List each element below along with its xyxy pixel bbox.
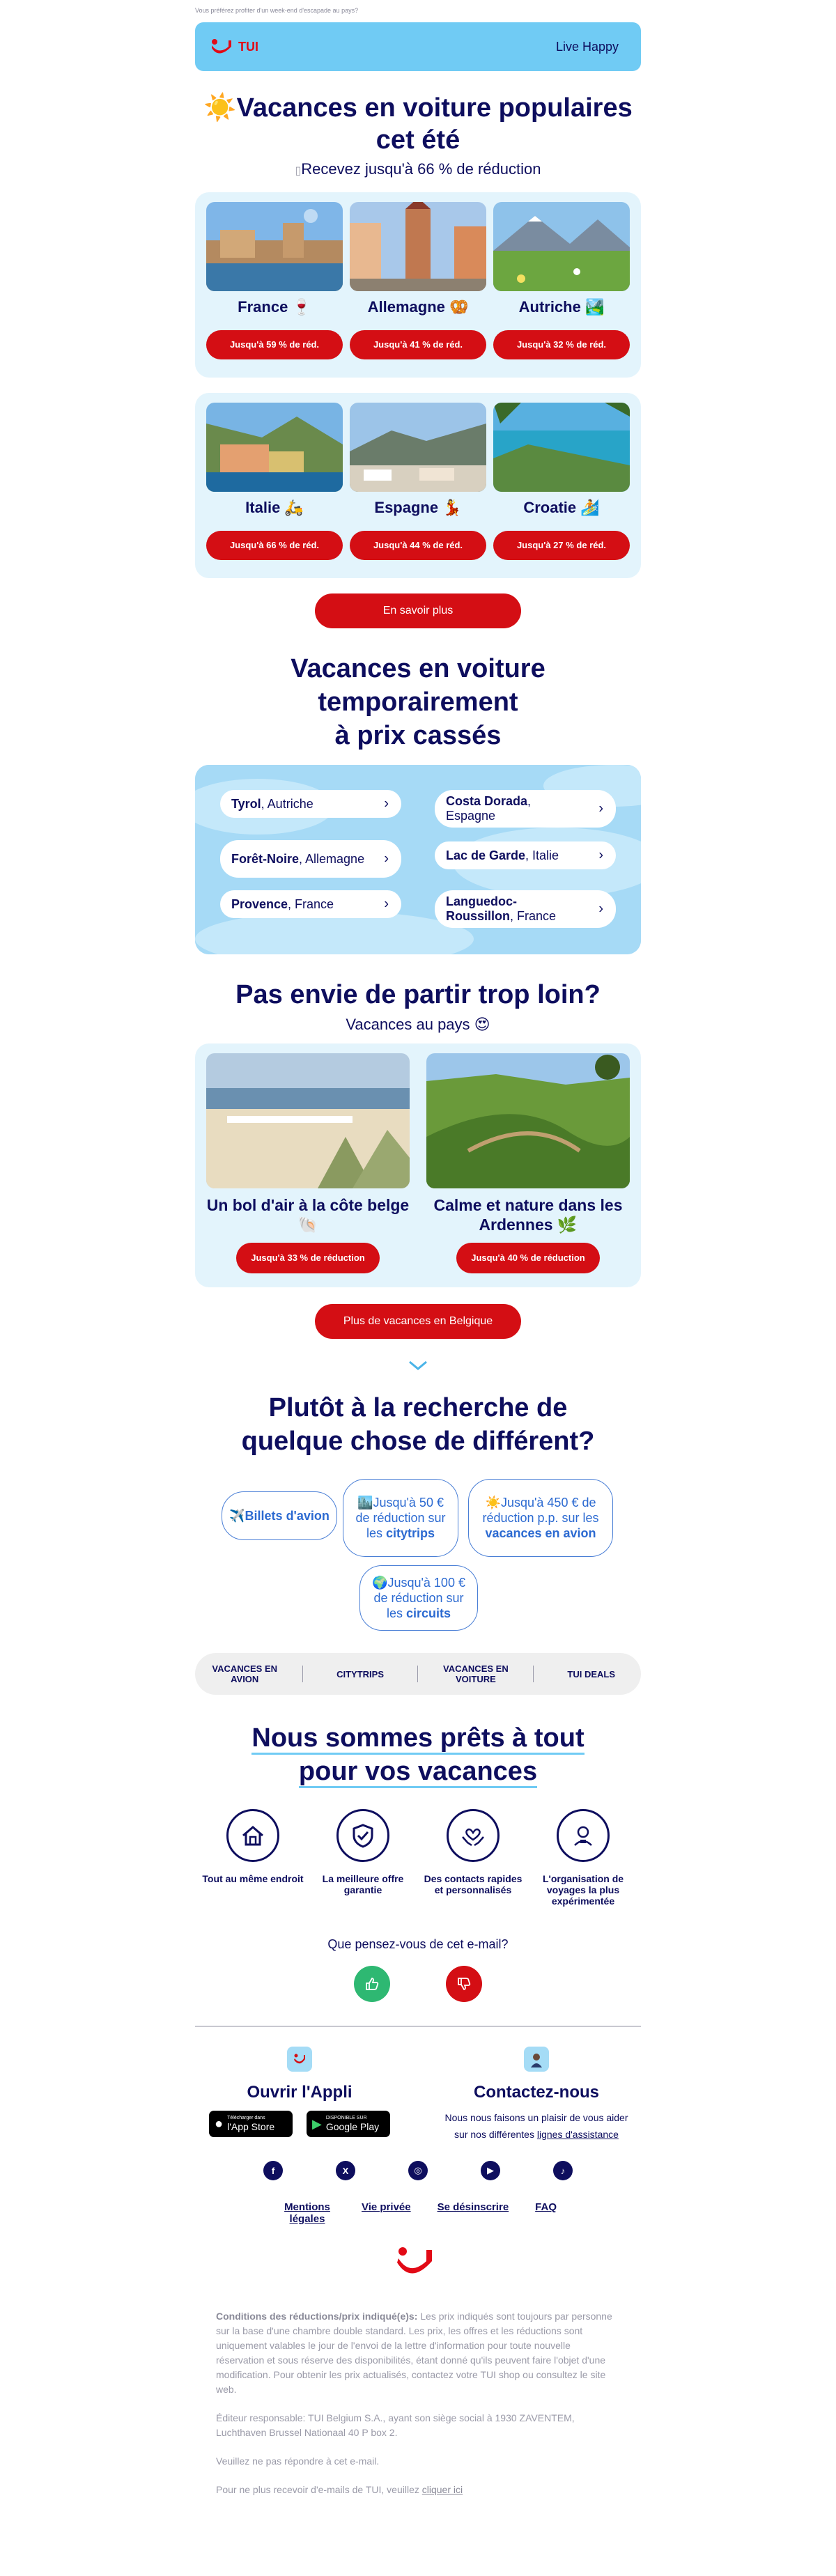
flight-tickets-link[interactable]: ✈️Billets d'avion <box>222 1491 337 1540</box>
divider <box>195 2026 641 2027</box>
brand-name: TUI <box>238 39 258 54</box>
footer-links <box>195 2201 641 2225</box>
google-play-badge[interactable]: ▶ DISPONIBLE SUR Google Play <box>307 2111 390 2137</box>
belgium-card-title: Calme et nature dans les Ardennes 🌿 <box>433 1196 623 1234</box>
feature-item: Des contacts rapides et personnalisés <box>421 1809 525 1907</box>
ready-title: Nous sommes prêts à tout pour vos vacances <box>195 1721 641 1788</box>
tours-link[interactable]: 🌍Jusqu'à 100 € de réduction sur les circuits <box>359 1565 478 1631</box>
belgian-coast-image <box>206 1053 410 1188</box>
destination-card[interactable] <box>350 403 486 560</box>
discount-button[interactable]: Jusqu'à 66 % de réd. <box>206 531 343 560</box>
chevron-right-icon: › <box>598 800 603 816</box>
legal-noreply: Veuillez ne pas répondre à cet e-mail. <box>216 2455 380 2467</box>
discount-button[interactable]: Jusqu'à 33 % de réduction <box>236 1243 380 1273</box>
tui-footer-logo <box>195 2246 641 2280</box>
belgium-card[interactable] <box>206 1053 410 1273</box>
destination-name: Allemagne 🥨 <box>367 298 469 316</box>
discount-button[interactable]: Jusqu'à 40 % de réduction <box>456 1243 600 1273</box>
features-row <box>195 1809 641 1907</box>
app-store-badge[interactable]: ● Télécharger dans l'App Store <box>209 2111 293 2137</box>
support-lines-link[interactable]: lignes d'assistance <box>536 2129 619 2140</box>
chevron-right-icon: › <box>384 796 389 812</box>
destination-name: France 🍷 <box>238 298 311 316</box>
destination-name: Autriche 🏞️ <box>518 298 605 316</box>
chevron-down-icon <box>195 1360 641 1374</box>
tui-smile-icon <box>210 38 235 55</box>
feedback-question: Que pensez-vous de cet e-mail? <box>327 1937 509 1951</box>
deals-panel <box>195 765 641 954</box>
destination-image-germany <box>350 202 486 291</box>
citytrips-link[interactable]: 🏙️Jusqu'à 50 € de réduction sur les citytrips <box>343 1479 458 1557</box>
house-icon <box>226 1809 279 1862</box>
different-title: Plutôt à la recherche de quelque chose de différent? <box>241 1393 595 1456</box>
nav-divider <box>302 1666 303 1682</box>
x-twitter-icon[interactable]: X <box>336 2161 355 2180</box>
feature-item: La meilleure offre garantie <box>311 1809 415 1907</box>
feedback-buttons <box>195 1966 641 2002</box>
nav-car-holidays[interactable]: VACANCES EN VOITURE <box>443 1663 509 1684</box>
deals-title: Vacances en voiture temporairement à prix cassés <box>291 654 545 750</box>
thumbs-down-icon[interactable] <box>446 1966 482 2002</box>
hero-title: ☀️Vacances en voiture populaires cet été <box>203 93 633 155</box>
destination-name: Espagne 💃 <box>374 499 462 516</box>
unsubscribe-link[interactable]: Se désinscrire <box>437 2201 509 2213</box>
destination-card[interactable] <box>206 202 343 359</box>
chevron-right-icon: › <box>598 901 603 917</box>
feature-item: Tout au même endroit <box>201 1809 305 1907</box>
shield-check-icon <box>336 1809 389 1862</box>
options-area <box>195 1479 641 1639</box>
discount-button[interactable]: Jusqu'à 32 % de réd. <box>493 330 630 359</box>
contact-title: Contactez-nous <box>474 2083 599 2102</box>
nav-divider <box>417 1666 418 1682</box>
destination-name: Italie 🛵 <box>245 499 304 516</box>
tag-icon: ▯ <box>295 165 302 177</box>
legal-conditions: Conditions des réductions/prix indiqué(e)s: Les prix indiqués sont toujours par personne sur la base d'une chambre double standard. Les prix, les offres et les réductions sont uniquement valables le jour de l'envoi de la lettre d'information pour toute nouvelle réservation et sous réserve des disponibilités, étant donné qu'ils peuvent faire l'objet d'une modification. Pour obtenir les prix actualisés, contactez votre TUI shop ou consultez le site web. <box>216 2311 612 2395</box>
deal-link[interactable]: Forêt-Noire, Allemagne › <box>220 840 401 878</box>
chevron-right-icon: › <box>384 851 389 867</box>
destinations-panel-2 <box>195 393 641 578</box>
nav-tui-deals[interactable]: TUI DEALS <box>567 1668 616 1679</box>
legal-editor: Éditeur responsable: TUI Belgium S.A., ayant son siège social à 1930 ZAVENTEM, Luchthaven Brussel Nationaal 40 P box 2. <box>216 2412 575 2438</box>
instagram-icon[interactable]: ◎ <box>408 2161 428 2180</box>
discount-button[interactable]: Jusqu'à 59 % de réd. <box>206 330 343 359</box>
home-subtitle: Vacances au pays 😍 <box>346 1016 490 1033</box>
discount-button[interactable]: Jusqu'à 27 % de réd. <box>493 531 630 560</box>
destination-image-france <box>206 202 343 291</box>
feature-item: L'organisation de voyages la plus expérimentée <box>531 1809 635 1907</box>
agent-icon <box>557 1809 610 1862</box>
chevron-right-icon: › <box>598 847 603 863</box>
faq-link[interactable]: FAQ <box>535 2201 557 2213</box>
hero-subtitle: ▯Recevez jusqu'à 66 % de réduction <box>295 160 541 178</box>
nav-citytrips[interactable]: CITYTRIPS <box>336 1668 384 1679</box>
tagline: Live Happy <box>555 39 619 54</box>
deal-link[interactable]: Provence, France › <box>220 890 401 918</box>
chevron-right-icon: › <box>384 896 389 912</box>
social-row <box>195 2161 641 2180</box>
deal-link[interactable]: Lac de Garde, Italie › <box>435 841 616 869</box>
facebook-icon[interactable]: f <box>263 2161 283 2180</box>
destination-image-austria <box>493 202 630 291</box>
legal-notice-link[interactable]: Mentions légales <box>284 2201 330 2225</box>
destination-image-croatia <box>493 403 630 492</box>
apple-icon: ● <box>215 2116 224 2132</box>
preheader: Vous préférez profiter d'un week-end d'escapade au pays? <box>195 7 359 14</box>
privacy-link[interactable]: Vie privée <box>361 2201 411 2213</box>
destination-image-italy <box>206 403 343 492</box>
app-column <box>195 2047 404 2143</box>
category-nav <box>195 1653 641 1695</box>
destination-card[interactable] <box>350 202 486 359</box>
destination-name: Croatie 🏄 <box>523 499 600 516</box>
app-icon <box>287 2047 312 2072</box>
home-title: Pas envie de partir trop loin? <box>235 980 601 1009</box>
youtube-icon[interactable]: ▶ <box>481 2161 500 2180</box>
flight-holidays-link[interactable]: ☀️Jusqu'à 450 € de réduction p.p. sur les vacances en avion <box>468 1479 613 1557</box>
footer-columns <box>195 2047 641 2143</box>
ardennes-image <box>426 1053 630 1188</box>
contact-text: Nous nous faisons un plaisir de vous aider sur nos différentes lignes d'assistance <box>444 2112 628 2140</box>
deal-link[interactable]: Costa Dorada, Espagne › <box>435 790 616 828</box>
belgium-holidays-button[interactable]: Plus de vacances en Belgique <box>315 1304 521 1339</box>
destinations-panel-1 <box>195 192 641 378</box>
destination-card[interactable] <box>493 403 630 560</box>
tiktok-icon[interactable]: ♪ <box>553 2161 573 2180</box>
discount-button[interactable]: Jusqu'à 41 % de réd. <box>350 330 486 359</box>
deal-link[interactable]: Languedoc-Roussillon, France › <box>435 890 616 928</box>
discount-button[interactable]: Jusqu'à 44 % de réd. <box>350 531 486 560</box>
tui-logo[interactable] <box>210 38 258 55</box>
belgium-panel <box>195 1043 641 1287</box>
belgium-card-title: Un bol d'air à la côte belge 🐚 <box>206 1196 410 1234</box>
unsubscribe-click-link[interactable]: cliquer ici <box>421 2484 463 2495</box>
belgium-card[interactable] <box>426 1053 630 1273</box>
destination-image-spain <box>350 403 486 492</box>
more-info-button[interactable]: En savoir plus <box>315 593 521 628</box>
agent-avatar-icon <box>524 2047 549 2072</box>
destination-card[interactable] <box>206 403 343 560</box>
deal-link[interactable]: Tyrol, Autriche › <box>220 790 401 818</box>
contact-column <box>432 2047 641 2143</box>
hands-heart-icon <box>447 1809 500 1862</box>
header-bar <box>195 22 641 71</box>
thumbs-up-icon[interactable] <box>354 1966 390 2002</box>
app-title: Ouvrir l'Appli <box>247 2083 353 2102</box>
play-icon: ▶ <box>312 2117 322 2131</box>
sun-emoji: ☀️ <box>203 93 237 123</box>
nav-divider <box>533 1666 534 1682</box>
legal-unsubscribe: Pour ne plus recevoir d'e-mails de TUI, veuillez cliquer ici <box>216 2484 463 2495</box>
destination-card[interactable] <box>493 202 630 359</box>
nav-flight-holidays[interactable]: VACANCES EN AVION <box>212 1663 278 1684</box>
